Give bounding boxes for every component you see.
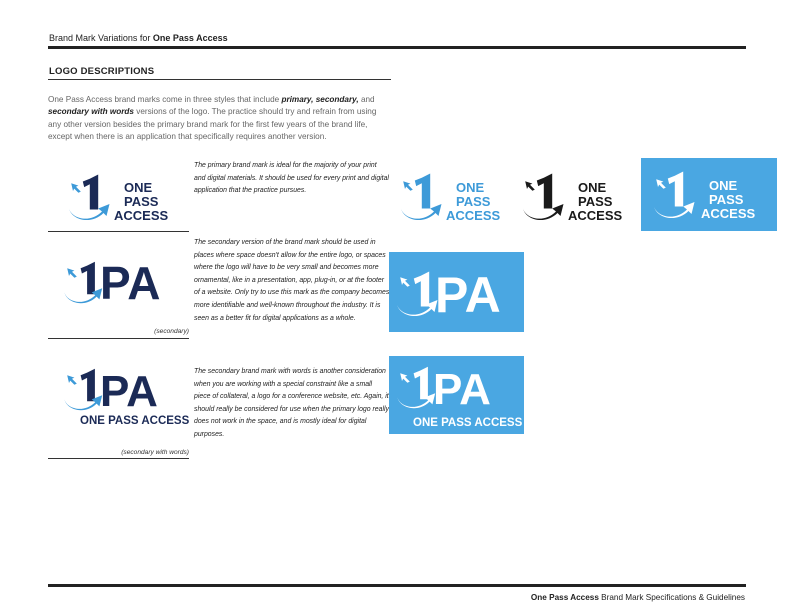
secondary-with-words-rule bbox=[48, 458, 189, 459]
section-title: LOGO DESCRIPTIONS bbox=[49, 66, 155, 77]
arrow-icon bbox=[71, 183, 81, 193]
primary-description: The primary brand mark is ideal for the majority of your print and digital materials. It should be used for every print and digital application that the practice pursues. bbox=[194, 162, 389, 195]
tagline-text: ONE PASS ACCESS bbox=[413, 417, 523, 429]
wordmark-line-3: ACCESS bbox=[114, 208, 169, 223]
secondary-with-words-caption: (secondary with words) bbox=[121, 449, 189, 456]
monogram-text: PA bbox=[100, 367, 158, 416]
footer-text: Brand Mark Specifications & Guidelines bbox=[598, 593, 745, 602]
primary-logo-black-variant bbox=[516, 168, 636, 226]
secondary-caption: (secondary) bbox=[154, 328, 189, 335]
wordmark-line-2: PASS bbox=[578, 194, 613, 209]
wordmark-line-1: ONE bbox=[124, 180, 153, 195]
wordmark-line-3: ACCESS bbox=[701, 206, 756, 221]
page-footer bbox=[531, 593, 745, 602]
secondary-logo bbox=[60, 255, 185, 309]
primary-logo bbox=[62, 170, 182, 225]
wordmark-line-1: ONE bbox=[456, 180, 485, 195]
wordmark-line-1: ONE bbox=[578, 180, 607, 195]
monogram-text: PA bbox=[100, 257, 161, 309]
secondary-logo-reversed-panel bbox=[389, 252, 524, 332]
intro-emphasis-secondary-with-words: secondary with words bbox=[48, 107, 134, 117]
section-rule bbox=[48, 79, 391, 80]
primary-logo-reversed-panel bbox=[641, 158, 777, 231]
intro-text-3: versions of the logo. The practice should try and refrain from using any other version besides the primary brand mark for the first few years of the brand life, except when there is an application that specifically requires another version. bbox=[48, 107, 377, 142]
header-brand: One Pass Access bbox=[152, 33, 228, 43]
secondary-with-words-reversed-panel bbox=[389, 356, 524, 434]
secondary-with-words-logo bbox=[62, 364, 190, 428]
intro-emphasis-primary-secondary: primary, secondary, bbox=[281, 95, 359, 104]
one-numeral-icon bbox=[83, 175, 98, 210]
footer-rule bbox=[48, 584, 746, 587]
wordmark-line-3: ACCESS bbox=[446, 208, 501, 223]
header-prefix: Brand Mark Variations for bbox=[49, 33, 153, 43]
monogram-text: PA bbox=[435, 267, 501, 323]
primary-logo-blue-variant bbox=[394, 168, 514, 226]
intro-text-1: One Pass Access brand marks come in three styles that include bbox=[48, 95, 282, 104]
header-rule bbox=[48, 46, 746, 49]
wordmark-line-2: PASS bbox=[709, 192, 744, 207]
secondary-logo-rule bbox=[48, 338, 189, 339]
intro-paragraph bbox=[48, 94, 390, 144]
wordmark-line-3: ACCESS bbox=[568, 208, 623, 223]
monogram-text: PA bbox=[433, 365, 491, 414]
intro-text-2: and bbox=[358, 95, 375, 104]
wordmark-line-2: PASS bbox=[456, 194, 491, 209]
wordmark-line-2: PASS bbox=[124, 194, 159, 209]
wordmark-line-1: ONE bbox=[709, 178, 738, 193]
footer-brand: One Pass Access bbox=[530, 593, 599, 602]
secondary-description: The secondary version of the brand mark should be used in places where space doesn't allow for the entire logo, or spaces where the logo will have to be very small and becomes more ornamental, like in a presentation, app, plug-in, or at the footer of a website. Only try to use this mark as the company becomes more identifiable and well-known throughout the industry. It is seen as a better fit for digital applications as a whole. bbox=[194, 239, 390, 322]
primary-logo-rule bbox=[48, 231, 189, 232]
secondary-with-words-description: The secondary brand mark with words is another consideration when you are working with a special constraint like a small piece of collateral, a logo for a conference website, etc. Again, it should really be considered for use when the primary logo really does not work in the space, and is mostly ideal for digital purposes. bbox=[194, 368, 389, 438]
page-header-title bbox=[49, 33, 228, 43]
tagline-text: ONE PASS ACCESS bbox=[80, 415, 190, 427]
swoosh-icon bbox=[69, 204, 110, 220]
